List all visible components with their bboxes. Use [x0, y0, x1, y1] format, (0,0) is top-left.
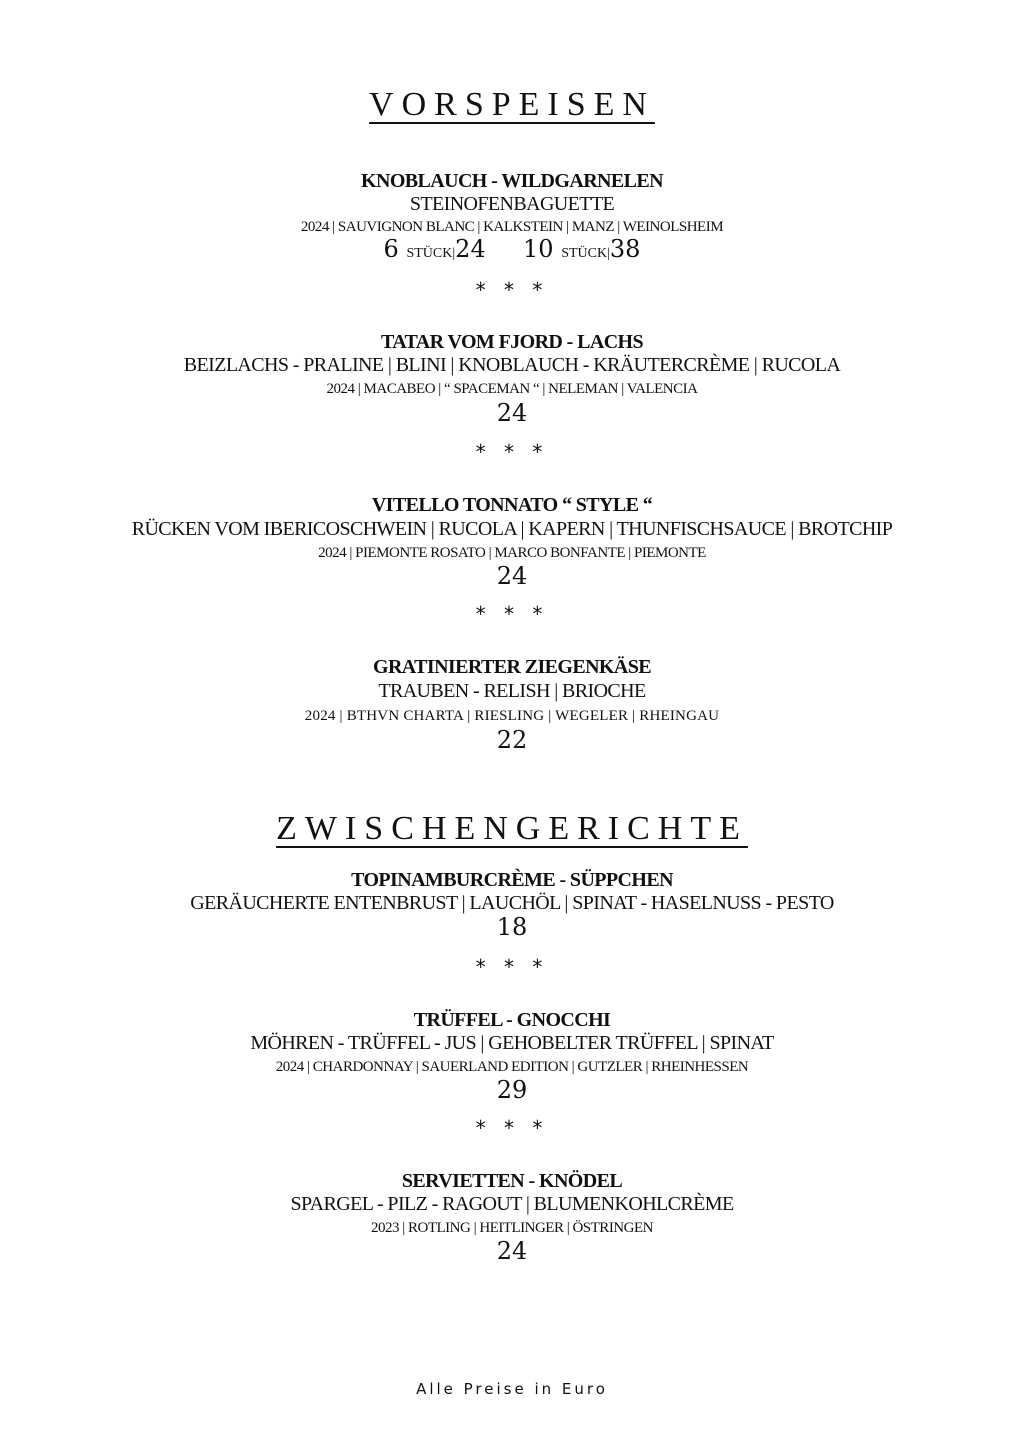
price-unit: STÜCK — [406, 246, 453, 261]
price-unit: STÜCK — [561, 246, 608, 261]
dish-name: TRÜFFEL - GNOCCHI — [413, 1009, 611, 1031]
price-count: 10 — [523, 235, 554, 263]
price: 24 — [496, 562, 528, 590]
section-title-vorspeisen: VORSPEISEN — [369, 86, 655, 123]
wine-pairing: 2024 | BTHVN CHARTA | RIESLING | WEGELER | RHEINGAU — [304, 708, 720, 724]
dish-name: VITELLO TONNATO “ STYLE “ — [371, 494, 653, 516]
wine-pairing: 2024 | MACABEO | “ SPACEMAN “ | NELEMAN | VALENCIA — [326, 381, 698, 397]
separator: * * * — [475, 955, 549, 979]
dish-description: MÖHREN - TRÜFFEL - JUS | GEHOBELTER TRÜFFEL | SPINAT — [250, 1032, 774, 1054]
dish-name: TATAR VOM FJORD - LACHS — [380, 331, 644, 353]
price: 29 — [496, 1076, 528, 1104]
separator: * * * — [475, 1116, 549, 1140]
price: 24 — [496, 399, 528, 427]
price-note: Alle Preise in Euro — [416, 1380, 608, 1398]
separator: * * * — [475, 602, 549, 626]
wine-pairing: 2024 | PIEMONTE ROSATO | MARCO BONFANTE | PIEMONTE — [318, 545, 706, 561]
dish-description: SPARGEL - PILZ - RAGOUT | BLUMENKOHLCRÈME — [290, 1193, 734, 1215]
dish-description: TRAUBEN - RELISH | BRIOCHE — [378, 680, 646, 702]
wine-pairing: 2023 | ROTLING | HEITLINGER | ÖSTRINGEN — [371, 1220, 653, 1236]
price: 22 — [496, 726, 528, 754]
dish-name: TOPINAMBURCRÈME - SÜPPCHEN — [351, 869, 673, 891]
dish-description: STEINOFENBAGUETTE — [409, 193, 615, 215]
price-options — [0, 235, 1024, 263]
price-separator: | — [607, 246, 610, 261]
price-count: 6 — [383, 235, 399, 263]
price: 24 — [496, 1237, 528, 1265]
wine-pairing: 2024 | CHARDONNAY | SAUERLAND EDITION | GUTZLER | RHEINHESSEN — [275, 1059, 749, 1075]
dish-name: KNOBLAUCH - WILDGARNELEN — [361, 170, 663, 192]
section-title-zwischengerichte: ZWISCHENGERICHTE — [276, 810, 748, 847]
price: 18 — [496, 913, 528, 941]
price-separator: | — [452, 246, 456, 261]
dish-name: GRATINIERTER ZIEGENKÄSE — [373, 656, 651, 678]
dish-name: SERVIETTEN - KNÖDEL — [401, 1170, 623, 1192]
separator: * * * — [475, 278, 549, 302]
dish-description: GERÄUCHERTE ENTENBRUST | LAUCHÖL | SPINAT - HASELNUSS - PESTO — [190, 892, 834, 914]
dish-description: BEIZLACHS - PRALINE | BLINI | KNOBLAUCH - KRÄUTERCRÈME | RUCOLA — [183, 354, 841, 376]
price-value: 24 — [455, 235, 486, 263]
wine-pairing: 2024 | SAUVIGNON BLANC | KALKSTEIN | MANZ | WEINOLSHEIM — [300, 219, 724, 235]
dish-description: RÜCKEN VOM IBERICOSCHWEIN | RUCOLA | KAPERN | THUNFISCHSAUCE | BROTCHIP — [131, 518, 893, 540]
separator: * * * — [475, 440, 549, 464]
price-value: 38 — [609, 235, 641, 263]
